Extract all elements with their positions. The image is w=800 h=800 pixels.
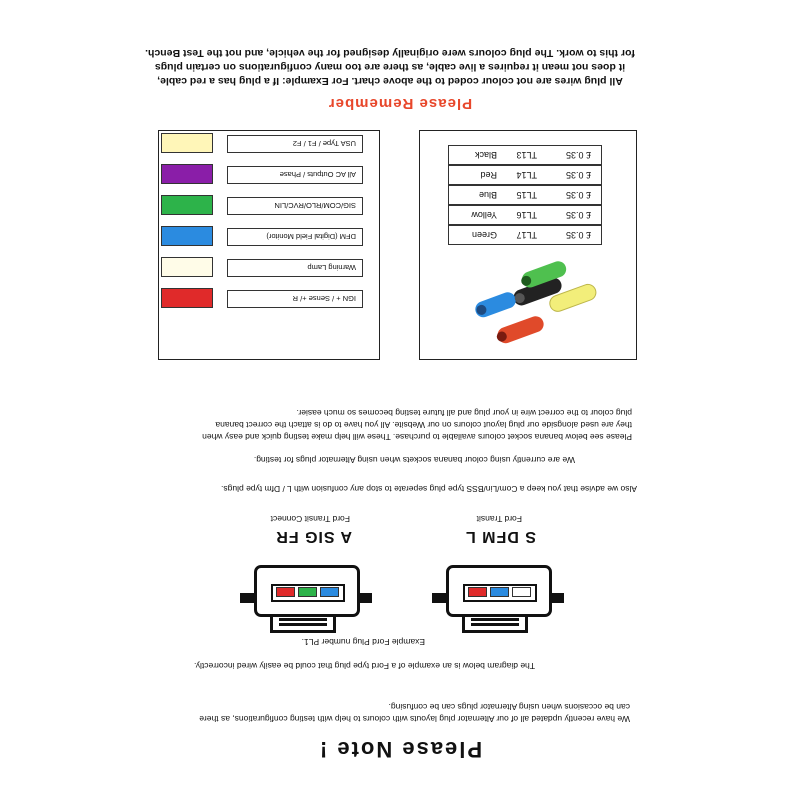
chart-row: SIG/COM/RLO/RVC/LIN: [175, 195, 363, 215]
color-swatch: [161, 133, 213, 153]
sockets-line: plug colour to the correct wire in your plug and all future testing becomes so much easier.: [296, 408, 632, 418]
remember-heading: Please Remember: [327, 95, 473, 112]
pin-swatch: [512, 587, 531, 597]
socket-row: £ 0.35 TL16 Yellow: [448, 205, 602, 225]
connector-pin-labels: S DFM L: [465, 528, 536, 545]
chart-row: DFM (Digital Field Monitor): [175, 226, 363, 246]
diagram-text: The diagram below is an example of a Ford type plug that could be easily wired incorrectly.: [194, 661, 535, 671]
color-swatch: [161, 195, 213, 215]
remember-line: All plug wires are not colour coded to the above chart. For Example: If a plug has a red cable,: [157, 75, 623, 87]
connector-pin-labels: A SIG FR: [275, 528, 352, 545]
remember-paragraph: [110, 46, 670, 88]
color-swatch: [161, 257, 213, 277]
socket-row: £ 0.35 TL15 Blue: [448, 185, 602, 205]
color-chart-box: [158, 130, 380, 360]
connector-ford-transit-connect: [254, 551, 360, 617]
connector-caption: Ford Transit Connect: [270, 514, 350, 524]
socket-row: £ 0.35 TL13 Black: [448, 145, 602, 165]
sockets-line: they are used alongside our plug layout colours on our Website. All you have to do is attach the correct banana: [215, 420, 632, 430]
advise-text: Also we advise that you keep a Com/Lin/BSS type plug seperate to stop any confusion with L / Dfm type plugs.: [221, 484, 637, 494]
sockets-line: Please see below banana socket colours available to purchase. These will help make testing quick and easy when: [202, 432, 632, 442]
remember-line: for this to work. The plug colours were originally designed for the vehicle, and not the Test Bench.: [145, 47, 635, 59]
color-swatch: [161, 164, 213, 184]
color-swatch: [161, 288, 213, 308]
intro-line: We have recently updated all of our Alternator plug layouts with colours to help with testing configurations, as there: [199, 714, 630, 724]
pin-swatch: [320, 587, 339, 597]
connector-caption: Ford Transit: [476, 514, 522, 524]
connector-ford-transit: [446, 551, 552, 617]
banana-text: We are currently using colour banana sockets when using Alternator plugs for testing.: [253, 455, 575, 465]
intro-line: can be occasions when using Alternator plugs can be confusing.: [388, 702, 630, 712]
socket-row: £ 0.35 TL14 Red: [448, 165, 602, 185]
pin-swatch: [490, 587, 509, 597]
pin-swatch: [298, 587, 317, 597]
banana-socket-box: [419, 130, 637, 360]
pin-swatch: [468, 587, 487, 597]
pin-swatch: [276, 587, 295, 597]
color-swatch: [161, 226, 213, 246]
intro-paragraph: [110, 701, 630, 725]
page-title: Please Note !: [317, 737, 483, 762]
socket-row: £ 0.35 TL17 Green: [448, 225, 602, 245]
banana-sockets-image: [466, 255, 616, 347]
chart-row: USA Type / F1 / F2: [175, 133, 363, 153]
sockets-paragraph: [112, 407, 632, 443]
chart-row: Warning Lamp: [175, 257, 363, 277]
remember-line: it does not mean it requires a live cable, as there are too many configurations on certain plugs: [154, 61, 626, 73]
chart-row: IGN + / Sense +/ R: [175, 288, 363, 308]
chart-row: All AC Outputs / Phase: [175, 164, 363, 184]
example-text: Example Ford Plug number PL1.: [301, 637, 425, 647]
